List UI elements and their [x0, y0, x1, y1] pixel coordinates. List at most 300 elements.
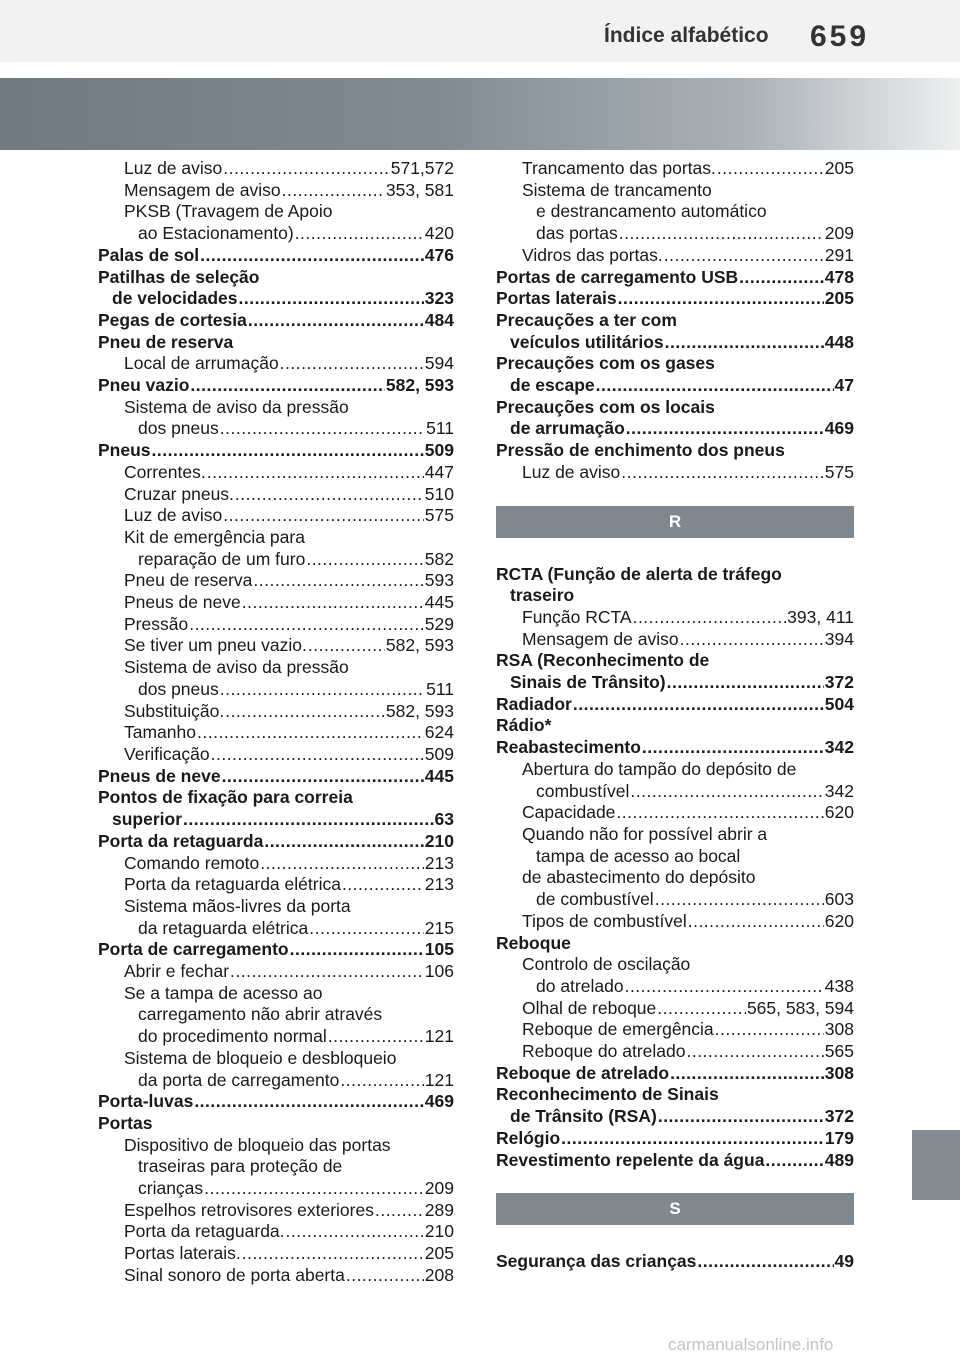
index-subentry: PKSB (Travagem de Apoio — [124, 201, 333, 222]
entry-page-ref: 575 — [824, 461, 854, 482]
index-entry — [496, 418, 854, 440]
index-subentry — [98, 722, 454, 744]
entry-page-ref: 511 — [426, 678, 454, 699]
entry-text: superior — [112, 809, 183, 830]
entry-text: Reboque de atrelado — [496, 1062, 670, 1083]
entry-text: Espelhos retrovisores exteriores — [124, 1199, 374, 1220]
index-subentry — [98, 635, 454, 657]
index-subentry — [98, 484, 454, 506]
entry-page-ref: 582, 593 — [385, 635, 454, 656]
entry-page-ref: 510 — [424, 483, 454, 504]
header-banner — [0, 78, 960, 150]
index-subentry — [98, 592, 454, 614]
index-subentry — [98, 961, 454, 983]
entry-page-ref: 289 — [424, 1199, 454, 1220]
section-header-s: S — [496, 1193, 854, 1225]
index-entry — [496, 1106, 854, 1128]
index-subentry — [496, 911, 854, 933]
index-entry — [98, 939, 454, 961]
index-list-s — [496, 1251, 854, 1273]
index-entry — [496, 267, 854, 289]
index-subentry — [98, 180, 454, 202]
entry-page-ref: 582 — [424, 548, 454, 569]
index-entry — [496, 375, 854, 397]
dot-leader — [596, 375, 834, 397]
entry-text: Portas de carregamento USB — [496, 266, 739, 287]
entry-text: Cruzar pneus. — [124, 483, 234, 504]
entry-page-ref: 582, 593 — [385, 700, 454, 721]
dot-leader — [686, 1041, 823, 1063]
index-subentry — [98, 918, 454, 940]
entry-text: Sinal sonoro de porta aberta — [124, 1264, 345, 1285]
index-subentry — [496, 462, 854, 484]
dot-leader — [633, 607, 787, 629]
entry-page-ref: 624 — [424, 722, 454, 743]
dot-leader — [207, 462, 424, 484]
entry-text: Portas laterais. — [124, 1243, 241, 1264]
dot-leader — [655, 889, 824, 911]
entry-text: de Trânsito (RSA) — [510, 1106, 657, 1127]
index-subentry — [98, 614, 454, 636]
entry-text: Capacidade — [522, 802, 616, 823]
entry-text: Verificação — [124, 743, 210, 764]
index-subentry: Sistema de aviso da pressão — [124, 657, 349, 678]
dot-leader — [688, 911, 824, 933]
entry-page-ref: 213 — [424, 874, 454, 895]
index-subentry — [496, 223, 854, 245]
entry-text: Porta-luvas — [98, 1091, 194, 1112]
index-subentry: Sistema de bloqueio e desbloqueio — [124, 1047, 397, 1068]
entry-page-ref: 565, 583, 594 — [746, 997, 854, 1018]
index-subentry: Controlo de oscilação — [522, 954, 691, 975]
index-list-p-continued — [496, 158, 854, 484]
entry-page-ref: 509 — [424, 440, 454, 461]
dot-leader — [342, 874, 424, 896]
entry-page-ref: 63 — [434, 809, 454, 830]
index-list-r — [496, 564, 854, 1172]
index-subentry — [98, 223, 454, 245]
page-number: 659 — [810, 20, 870, 53]
index-subentry — [98, 505, 454, 527]
entry-text: Luz de aviso — [522, 461, 621, 482]
entry-page-ref: 179 — [824, 1127, 854, 1148]
index-entry: Reboque — [496, 932, 571, 953]
entry-text: reparação de um furo — [138, 548, 306, 569]
entry-text: Luz de aviso — [124, 505, 223, 526]
dot-leader — [260, 853, 424, 875]
index-subentry — [496, 245, 854, 267]
index-entry: Rádio* — [496, 715, 552, 736]
entry-text: da retaguarda elétrica — [138, 917, 309, 938]
dot-leader — [286, 1221, 424, 1243]
dot-leader — [665, 332, 824, 354]
dot-leader — [697, 1251, 833, 1273]
entry-page-ref: 308 — [824, 1019, 854, 1040]
entry-page-ref: 342 — [824, 780, 854, 801]
entry-page-ref: 476 — [424, 244, 454, 265]
index-entry: Precauções a ter com — [496, 309, 677, 330]
entry-page-ref: 504 — [824, 693, 854, 714]
entry-page-ref: 210 — [424, 830, 454, 851]
index-entry: Precauções com os locais — [496, 396, 715, 417]
entry-page-ref: 603 — [824, 889, 854, 910]
entry-text: do atrelado — [536, 975, 624, 996]
index-entry — [98, 288, 454, 310]
index-entry — [496, 737, 854, 759]
entry-page-ref: 323 — [424, 288, 454, 309]
entry-text: Sinais de Trânsito) — [510, 672, 666, 693]
index-subentry: tampa de acesso ao bocal — [536, 845, 741, 866]
running-header-title: Índice alfabético — [604, 24, 769, 47]
entry-text: Mensagem de aviso — [522, 628, 679, 649]
index-entry — [496, 1150, 854, 1172]
entry-text: de velocidades — [112, 288, 238, 309]
entry-text: Pressão — [124, 613, 189, 634]
dot-leader — [253, 570, 423, 592]
chapter-side-tab — [912, 1130, 960, 1200]
entry-text: do procedimento normal — [138, 1026, 327, 1047]
index-subentry — [496, 158, 854, 180]
index-entry: Pneu de reserva — [98, 331, 234, 352]
entry-text: das portas — [536, 223, 618, 244]
dot-leader — [630, 781, 823, 803]
index-entry: Patilhas de seleção — [98, 266, 260, 287]
entry-page-ref: 213 — [424, 852, 454, 873]
index-subentry: traseiras para proteção de — [138, 1156, 343, 1177]
dot-leader — [190, 375, 384, 397]
index-subentry — [98, 1265, 454, 1287]
dot-leader — [309, 918, 424, 940]
index-entry — [98, 831, 454, 853]
dot-leader — [618, 288, 824, 310]
entry-page-ref: 594 — [424, 353, 454, 374]
entry-page-ref: 575 — [424, 505, 454, 526]
dot-leader — [242, 592, 424, 614]
index-subentry — [98, 353, 454, 375]
entry-page-ref: 47 — [834, 375, 854, 396]
dot-leader — [242, 1243, 424, 1265]
entry-page-ref: 372 — [824, 672, 854, 693]
dot-leader — [235, 484, 424, 506]
entry-page-ref: 121 — [424, 1026, 454, 1047]
entry-text: Olhal de reboque — [522, 997, 657, 1018]
index-entry — [496, 694, 854, 716]
dot-leader — [308, 635, 385, 657]
entry-page-ref: 571,572 — [390, 158, 454, 178]
entry-page-ref: 445 — [424, 765, 454, 786]
index-entry — [98, 766, 454, 788]
entry-page-ref: 448 — [824, 331, 854, 352]
dot-leader — [194, 1091, 423, 1113]
section-header-r: R — [496, 506, 854, 538]
entry-page-ref: 593 — [424, 570, 454, 591]
index-subentry: Se a tampa de acesso ao — [124, 982, 323, 1003]
index-subentry: Quando não for possível abrir a — [522, 823, 768, 844]
index-entry — [496, 1128, 854, 1150]
entry-text: Porta da retaguarda — [98, 830, 264, 851]
dot-leader — [573, 694, 824, 716]
entry-page-ref: 469 — [424, 1091, 454, 1112]
dot-leader — [222, 766, 424, 788]
entry-text: Trancamento das portas. — [522, 158, 716, 178]
entry-page-ref: 209 — [824, 223, 854, 244]
dot-leader — [561, 1128, 824, 1150]
index-entry: Precauções com os gases — [496, 353, 715, 374]
dot-leader — [280, 353, 424, 375]
entry-page-ref: 620 — [824, 910, 854, 931]
index-subentry — [496, 607, 854, 629]
entry-text: de combustível — [536, 889, 654, 910]
entry-text: Palas de sol — [98, 244, 200, 265]
entry-text: Tipos de combustível — [522, 910, 687, 931]
index-subentry: Dispositivo de bloqueio das portas — [124, 1134, 391, 1155]
dot-leader — [197, 722, 424, 744]
dot-leader — [328, 1026, 424, 1048]
dot-leader — [220, 418, 425, 440]
entry-text: Revestimento repelente da água — [496, 1149, 765, 1170]
entry-text: Tamanho — [124, 722, 196, 743]
entry-page-ref: 209 — [424, 1178, 454, 1199]
entry-page-ref: 469 — [824, 418, 854, 439]
dot-leader — [238, 288, 423, 310]
dot-leader — [619, 223, 824, 245]
index-entry: Pontos de fixação para correia — [98, 787, 353, 808]
entry-text: Local de arrumação — [124, 353, 279, 374]
index-subentry — [98, 853, 454, 875]
entry-text: Comando remoto — [124, 852, 260, 873]
dot-leader — [346, 1265, 424, 1287]
index-entry — [496, 1251, 854, 1273]
dot-leader — [220, 679, 425, 701]
entry-page-ref: 447 — [424, 461, 454, 482]
index-subentry — [98, 1026, 454, 1048]
index-entry: traseiro — [510, 585, 575, 606]
dot-leader — [183, 809, 434, 831]
dot-leader — [248, 310, 424, 332]
index-subentry — [496, 1019, 854, 1041]
entry-text: Pegas de cortesia — [98, 309, 247, 330]
dot-leader — [290, 939, 424, 961]
entry-text: Relógio — [496, 1127, 561, 1148]
entry-text: veículos utilitários — [510, 331, 664, 352]
dot-leader — [670, 1063, 824, 1085]
index-entry — [98, 1091, 454, 1113]
index-entry: Reconhecimento de Sinais — [496, 1084, 719, 1105]
entry-text: Se tiver um pneu vazio. — [124, 635, 307, 656]
index-subentry — [98, 744, 454, 766]
dot-leader — [739, 267, 824, 289]
dot-leader — [375, 1200, 424, 1222]
entry-page-ref: 582, 593 — [385, 375, 454, 396]
entry-text: Reboque do atrelado — [522, 1041, 686, 1062]
index-subentry: Kit de emergência para — [124, 526, 305, 547]
entry-page-ref: 372 — [824, 1106, 854, 1127]
entry-page-ref: 205 — [424, 1243, 454, 1264]
dot-leader — [223, 505, 424, 527]
index-subentry — [98, 462, 454, 484]
index-entry — [98, 310, 454, 332]
entry-page-ref: 489 — [824, 1149, 854, 1170]
entry-page-ref: 208 — [424, 1264, 454, 1285]
dot-leader — [658, 1106, 824, 1128]
dot-leader — [204, 1178, 424, 1200]
index-subentry — [98, 679, 454, 701]
entry-text: Pneus — [98, 440, 151, 461]
entry-text: de arrumação — [510, 418, 625, 439]
dot-leader — [340, 1070, 423, 1092]
dot-leader — [264, 831, 423, 853]
entry-text: da porta de carregamento — [138, 1069, 340, 1090]
entry-text: dos pneus — [138, 678, 219, 699]
entry-page-ref: 215 — [424, 917, 454, 938]
index-entry — [496, 332, 854, 354]
dot-leader — [223, 158, 389, 180]
entry-page-ref: 105 — [424, 939, 454, 960]
dot-leader — [282, 180, 385, 202]
index-subentry — [98, 549, 454, 571]
entry-text: Portas laterais — [496, 288, 617, 309]
entry-page-ref: 565 — [824, 1041, 854, 1062]
index-entry — [98, 440, 454, 462]
entry-text: Vidros das portas. — [522, 244, 663, 265]
entry-text: Correntes. — [124, 461, 206, 482]
entry-text: Reboque de emergência — [522, 1019, 714, 1040]
dot-leader — [306, 549, 423, 571]
dot-leader — [295, 223, 424, 245]
dot-leader — [621, 462, 824, 484]
entry-page-ref: 529 — [424, 613, 454, 634]
index-subentry — [496, 629, 854, 651]
index-subentry — [98, 570, 454, 592]
entry-text: Substituição. — [124, 700, 225, 721]
index-subentry — [98, 158, 454, 180]
dot-leader — [225, 701, 385, 723]
index-subentry: Sistema de aviso da pressão — [124, 396, 349, 417]
index-subentry — [496, 976, 854, 998]
index-subentry — [98, 1200, 454, 1222]
entry-text: Pneu de reserva — [124, 570, 253, 591]
entry-text: crianças — [138, 1178, 204, 1199]
dot-leader — [152, 440, 424, 462]
index-entry — [98, 809, 454, 831]
index-subentry — [98, 1178, 454, 1200]
dot-leader — [717, 158, 824, 180]
entry-page-ref: 121 — [424, 1069, 454, 1090]
entry-text: Função RCTA — [522, 606, 632, 627]
dot-leader — [625, 976, 824, 998]
entry-page-ref: 308 — [824, 1062, 854, 1083]
entry-text: Reabastecimento — [496, 737, 641, 758]
entry-page-ref: 620 — [824, 802, 854, 823]
index-subentry — [496, 781, 854, 803]
entry-text: ao Estacionamento) — [138, 223, 294, 244]
entry-text: Segurança das crianças — [496, 1251, 697, 1272]
index-entry: Pressão de enchimento dos pneus — [496, 440, 785, 461]
index-subentry — [98, 1070, 454, 1092]
entry-page-ref: 420 — [424, 223, 454, 244]
entry-text: combustível — [536, 780, 630, 801]
dot-leader — [664, 245, 824, 267]
entry-page-ref: 205 — [824, 158, 854, 178]
entry-text: Radiador — [496, 693, 572, 714]
dot-leader — [211, 744, 424, 766]
entry-page-ref: 210 — [424, 1221, 454, 1242]
entry-text: Abrir e fechar — [124, 961, 230, 982]
dot-leader — [189, 614, 424, 636]
dot-leader — [765, 1150, 823, 1172]
index-subentry: carregamento não abrir através — [138, 1004, 383, 1025]
entry-text: de escape — [510, 375, 595, 396]
index-subentry: Sistema de trancamento — [522, 179, 712, 200]
index-subentry — [496, 802, 854, 824]
watermark-text: carmanualsonline.info — [668, 1335, 834, 1354]
index-column-right — [496, 158, 854, 1273]
entry-page-ref: 393, 411 — [787, 606, 854, 627]
entry-page-ref: 205 — [824, 288, 854, 309]
dot-leader — [642, 737, 824, 759]
index-entry — [98, 375, 454, 397]
entry-page-ref: 342 — [824, 737, 854, 758]
index-entry — [98, 245, 454, 267]
index-entry: Portas — [98, 1112, 153, 1133]
entry-page-ref: 445 — [424, 592, 454, 613]
dot-leader — [667, 672, 824, 694]
entry-page-ref: 511 — [426, 418, 454, 439]
index-subentry — [496, 1041, 854, 1063]
index-subentry — [98, 1243, 454, 1265]
entry-page-ref: 291 — [824, 244, 854, 265]
entry-text: Porta da retaguarda elétrica — [124, 874, 341, 895]
index-entry: RSA (Reconhecimento de — [496, 650, 710, 671]
dot-leader — [715, 1019, 824, 1041]
index-subentry: e destrancamento automático — [536, 201, 767, 222]
index-subentry — [98, 701, 454, 723]
entry-text: Luz de aviso — [124, 158, 223, 178]
entry-page-ref: 49 — [834, 1251, 854, 1272]
index-subentry — [98, 418, 454, 440]
index-column-left — [98, 158, 454, 1287]
index-entry — [496, 672, 854, 694]
entry-page-ref: 394 — [824, 628, 854, 649]
entry-page-ref: 478 — [824, 266, 854, 287]
entry-page-ref: 106 — [424, 961, 454, 982]
entry-page-ref: 484 — [424, 309, 454, 330]
entry-text: Porta de carregamento — [98, 939, 289, 960]
entry-text: Pneus de neve — [124, 592, 241, 613]
index-subentry — [496, 998, 854, 1020]
index-subentry: Sistema mãos-livres da porta — [124, 895, 351, 916]
dot-leader — [200, 245, 424, 267]
entry-page-ref: 438 — [824, 975, 854, 996]
index-subentry — [98, 874, 454, 896]
entry-text: dos pneus — [138, 418, 219, 439]
index-subentry — [98, 1221, 454, 1243]
index-list-left — [98, 158, 454, 1287]
dot-leader — [680, 629, 824, 651]
dot-leader — [616, 802, 823, 824]
index-subentry: Abertura do tampão do depósito de — [522, 758, 797, 779]
entry-text: Mensagem de aviso — [124, 179, 281, 200]
index-subentry: de abastecimento do depósito — [522, 867, 756, 888]
entry-page-ref: 353, 581 — [385, 179, 454, 200]
index-entry — [496, 288, 854, 310]
entry-text: Pneu vazio — [98, 375, 190, 396]
index-entry: RCTA (Função de alerta de tráfego — [496, 563, 782, 584]
index-entry — [496, 1063, 854, 1085]
dot-leader — [626, 418, 824, 440]
entry-page-ref: 509 — [424, 743, 454, 764]
dot-leader — [657, 998, 746, 1020]
